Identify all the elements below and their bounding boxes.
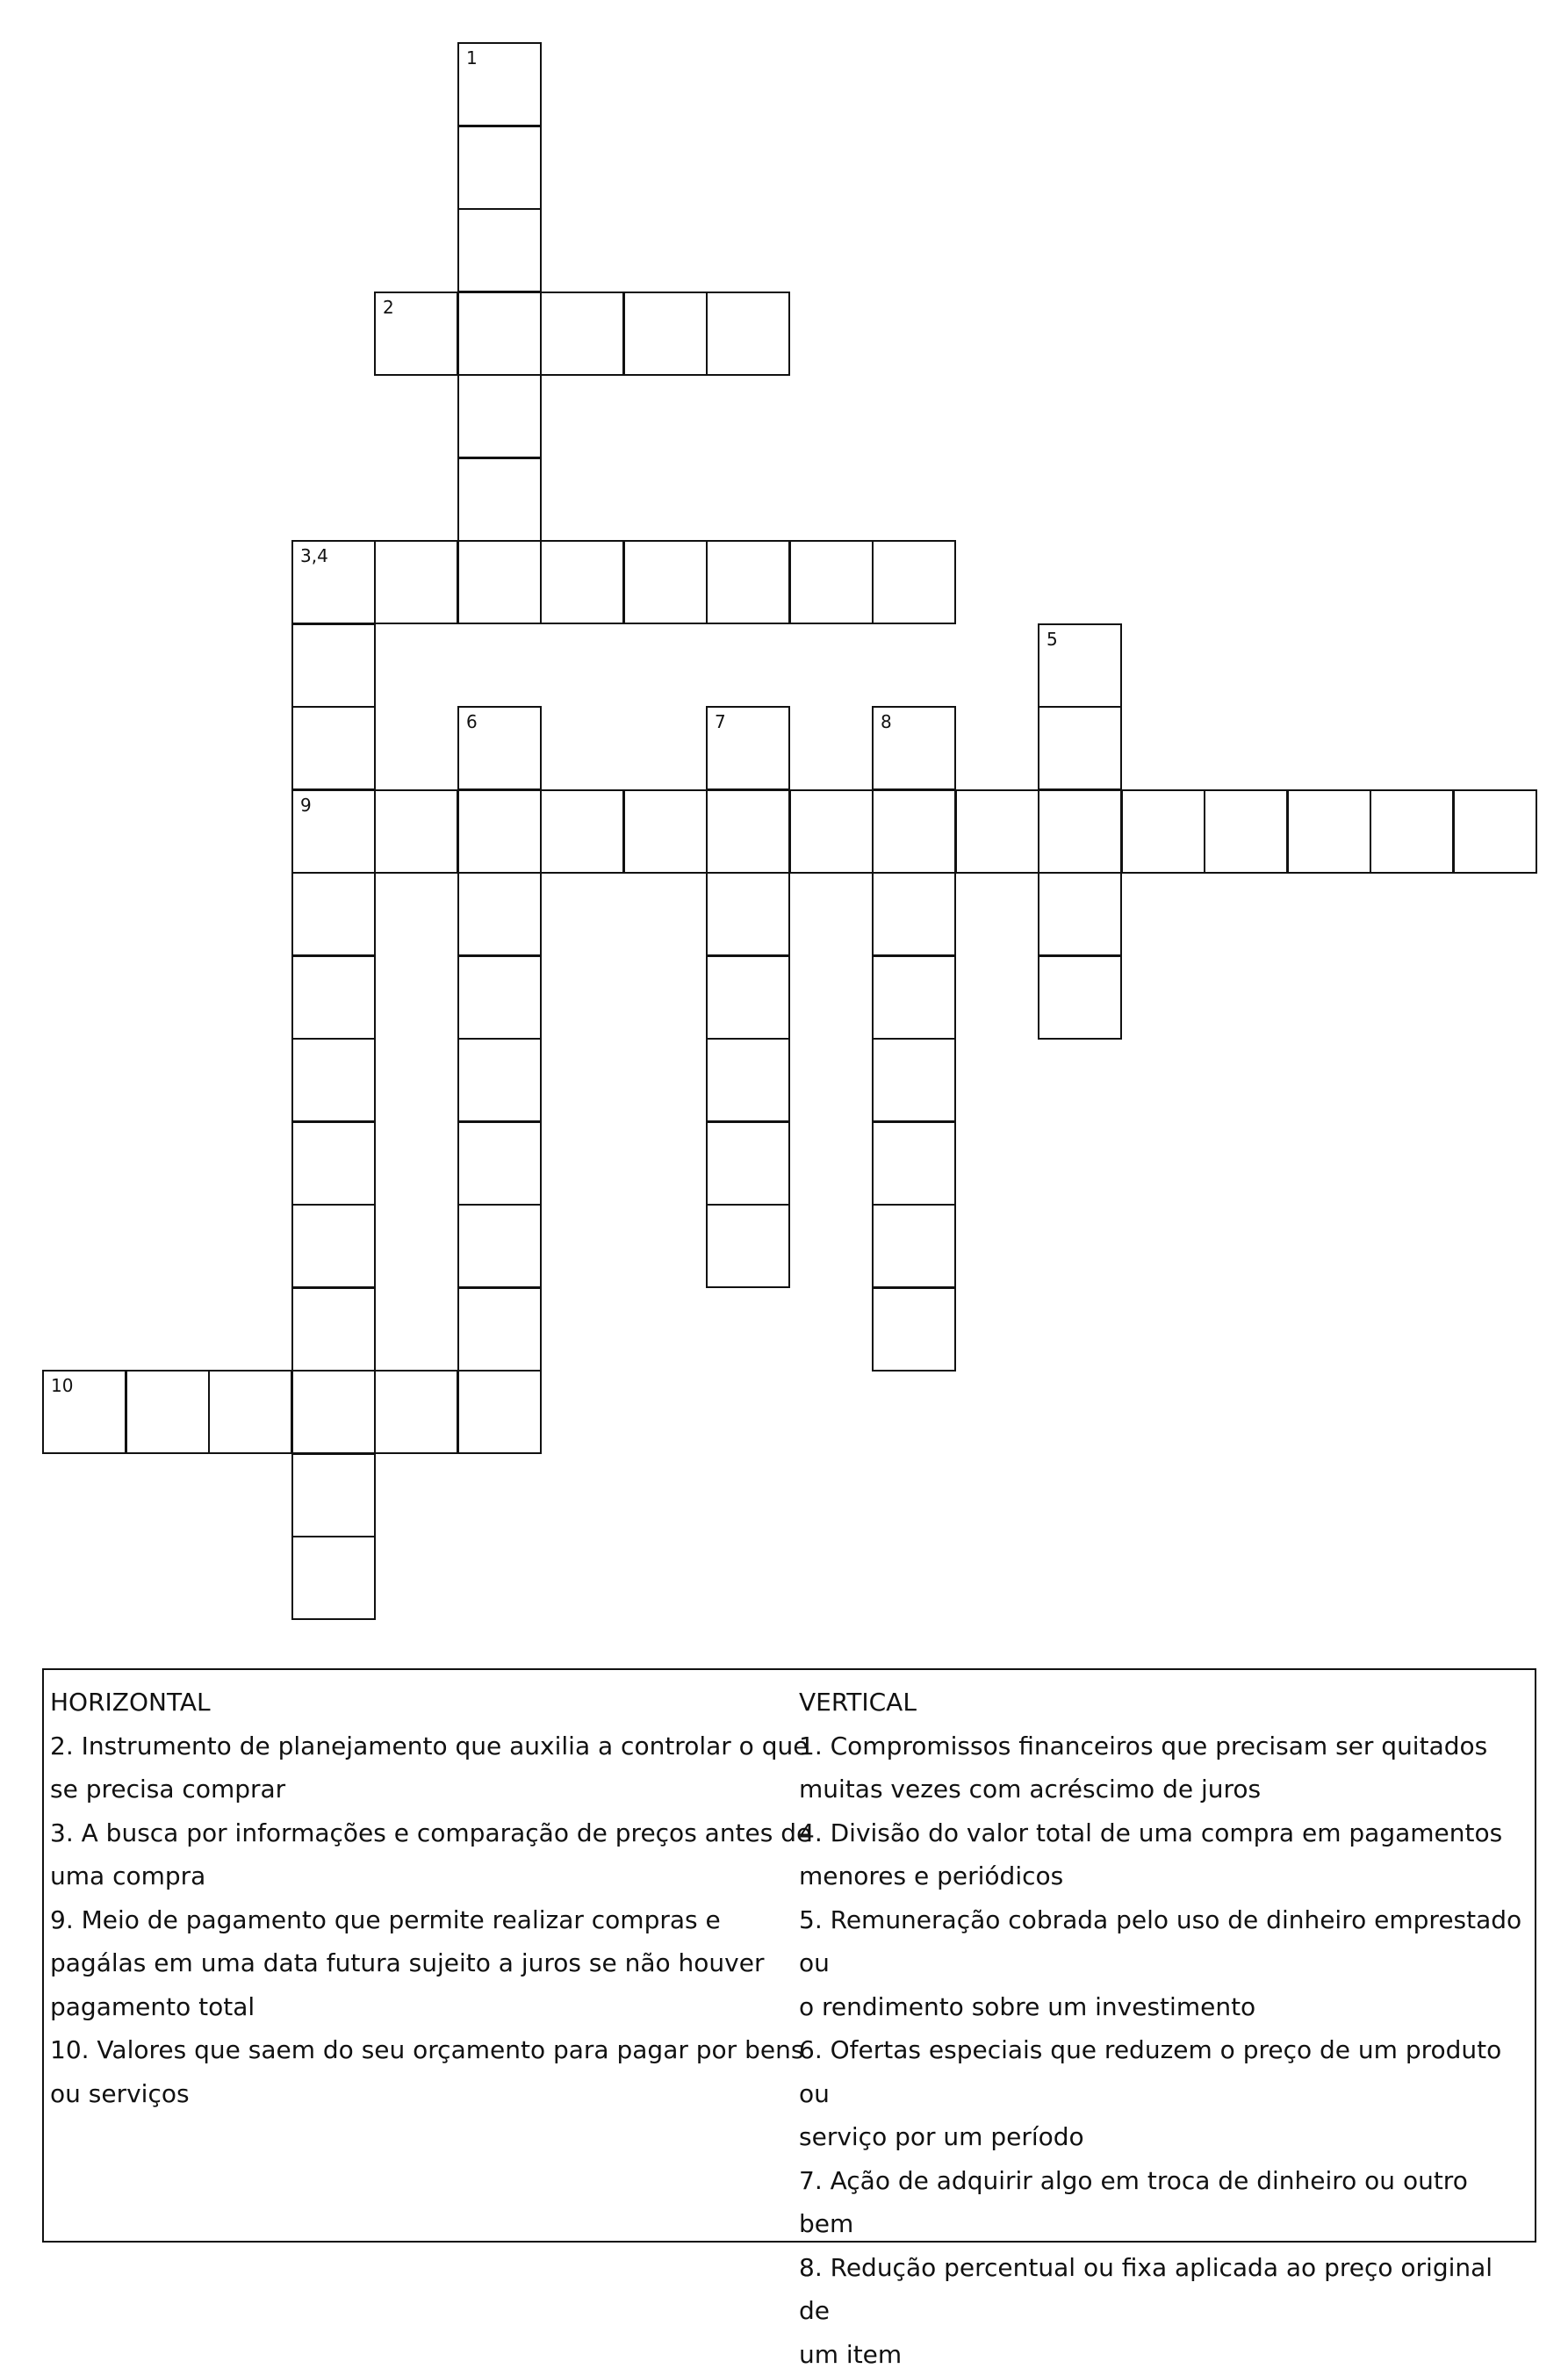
crossword-cell[interactable] [126, 1370, 210, 1454]
horizontal-title: HORIZONTAL [50, 1681, 823, 1724]
crossword-cell[interactable] [457, 706, 542, 790]
crossword-cell[interactable] [291, 1536, 376, 1620]
crossword-cell[interactable] [706, 1204, 790, 1288]
crossword-cell[interactable] [1038, 872, 1122, 956]
crossword-cell[interactable] [291, 623, 376, 708]
clue-number: 7 [715, 713, 726, 731]
clue-line: 3. A busca por informações e comparação de preços antes de [50, 1811, 823, 1855]
clue-line: ou serviços [50, 2072, 823, 2116]
crossword-cell[interactable] [374, 1370, 458, 1454]
clue-number: 2 [383, 299, 394, 316]
clue-line: 2. Instrumento de planejamento que auxilia a controlar o que [50, 1724, 823, 1768]
crossword-cell[interactable] [540, 789, 624, 874]
crossword-cell[interactable] [291, 706, 376, 790]
clue-line: menores e periódicos [799, 1854, 1528, 1898]
crossword-cell[interactable] [872, 1038, 956, 1122]
crossword-cell[interactable] [42, 1370, 126, 1454]
vertical-clues [799, 1681, 1528, 2376]
crossword-cell[interactable] [457, 457, 542, 542]
crossword-cell[interactable] [374, 292, 458, 376]
crossword-cell[interactable] [291, 872, 376, 956]
clue-number: 10 [51, 1377, 73, 1394]
crossword-cell[interactable] [623, 292, 708, 376]
crossword-cell[interactable] [457, 1370, 542, 1454]
crossword-cell[interactable] [457, 955, 542, 1040]
crossword-cell[interactable] [291, 1370, 376, 1454]
crossword-cell[interactable] [1287, 789, 1371, 874]
clue-line: pagálas em uma data futura sujeito a juros se não houver [50, 1941, 823, 1985]
crossword-cell[interactable] [623, 789, 708, 874]
clue-line: uma compra [50, 1854, 823, 1898]
crossword-cell[interactable] [291, 1204, 376, 1288]
clue-line: 1. Compromissos financeiros que precisam ser quitados [799, 1724, 1528, 1768]
crossword-cell[interactable] [457, 540, 542, 624]
crossword-cell[interactable] [457, 292, 542, 376]
clue-line: 8. Redução percentual ou fixa aplicada ao preço original de [799, 2246, 1528, 2333]
clue-line: serviço por um período [799, 2115, 1528, 2159]
clue-number: 5 [1047, 630, 1058, 648]
crossword-cell[interactable] [291, 789, 376, 874]
clue-line: um item [799, 2333, 1528, 2376]
clue-line: 6. Ofertas especiais que reduzem o preço de um produto ou [799, 2028, 1528, 2115]
clue-line: 9. Meio de pagamento que permite realizar compras e [50, 1898, 823, 1942]
horizontal-clues [50, 1681, 823, 2115]
crossword-cell[interactable] [1121, 789, 1205, 874]
crossword-cell[interactable] [789, 540, 874, 624]
crossword-cell[interactable] [955, 789, 1039, 874]
crossword-cell[interactable] [291, 1287, 376, 1372]
crossword-cell[interactable] [706, 789, 790, 874]
clue-number: 8 [881, 713, 892, 731]
clue-line: 5. Remuneração cobrada pelo uso de dinheiro emprestado ou [799, 1898, 1528, 1985]
crossword-cell[interactable] [872, 540, 956, 624]
clue-line: 4. Divisão do valor total de uma compra em pagamentos [799, 1811, 1528, 1855]
crossword-cell[interactable] [872, 955, 956, 1040]
crossword-cell[interactable] [872, 706, 956, 790]
crossword-cell[interactable] [540, 540, 624, 624]
crossword-cell[interactable] [457, 208, 542, 292]
crossword-cell[interactable] [291, 1453, 376, 1537]
crossword-cell[interactable] [706, 1121, 790, 1206]
crossword-cell[interactable] [706, 706, 790, 790]
crossword-cell[interactable] [457, 1204, 542, 1288]
crossword-cell[interactable] [374, 540, 458, 624]
crossword-cell[interactable] [457, 1121, 542, 1206]
crossword-cell[interactable] [457, 42, 542, 126]
clue-line: o rendimento sobre um investimento [799, 1985, 1528, 2029]
crossword-cell[interactable] [706, 292, 790, 376]
crossword-cell[interactable] [1370, 789, 1454, 874]
crossword-cell[interactable] [872, 872, 956, 956]
clue-line: pagamento total [50, 1985, 823, 2029]
crossword-cell[interactable] [872, 789, 956, 874]
crossword-cell[interactable] [872, 1121, 956, 1206]
crossword-cell[interactable] [789, 789, 874, 874]
clue-line: se precisa comprar [50, 1768, 823, 1811]
crossword-cell[interactable] [1453, 789, 1537, 874]
vertical-title: VERTICAL [799, 1681, 1528, 1724]
crossword-cell[interactable] [706, 1038, 790, 1122]
crossword-cell[interactable] [872, 1204, 956, 1288]
crossword-cell[interactable] [291, 540, 376, 624]
crossword-cell[interactable] [457, 872, 542, 956]
crossword-cell[interactable] [706, 955, 790, 1040]
crossword-cell[interactable] [540, 292, 624, 376]
crossword-cell[interactable] [457, 789, 542, 874]
crossword-cell[interactable] [1038, 623, 1122, 708]
crossword-cell[interactable] [706, 540, 790, 624]
crossword-cell[interactable] [623, 540, 708, 624]
crossword-cell[interactable] [1038, 955, 1122, 1040]
crossword-cell[interactable] [1038, 706, 1122, 790]
crossword-cell[interactable] [872, 1287, 956, 1372]
crossword-cell[interactable] [457, 1038, 542, 1122]
crossword-cell[interactable] [457, 1287, 542, 1372]
crossword-cell[interactable] [706, 872, 790, 956]
crossword-cell[interactable] [291, 955, 376, 1040]
crossword-cell[interactable] [457, 126, 542, 210]
clue-number: 3,4 [300, 547, 328, 565]
crossword-cell[interactable] [291, 1038, 376, 1122]
crossword-cell[interactable] [291, 1121, 376, 1206]
crossword-cell[interactable] [1038, 789, 1122, 874]
crossword-cell[interactable] [1204, 789, 1288, 874]
crossword-cell[interactable] [374, 789, 458, 874]
clues-box [42, 1668, 1536, 2243]
clue-line: muitas vezes com acréscimo de juros [799, 1768, 1528, 1811]
crossword-cell[interactable] [457, 374, 542, 458]
clue-number: 9 [300, 796, 312, 814]
clue-line: 7. Ação de adquirir algo em troca de dinheiro ou outro bem [799, 2159, 1528, 2246]
crossword-cell[interactable] [208, 1370, 292, 1454]
clue-line: 10. Valores que saem do seu orçamento para pagar por bens [50, 2028, 823, 2072]
clue-number: 1 [466, 49, 478, 67]
clue-number: 6 [466, 713, 478, 731]
